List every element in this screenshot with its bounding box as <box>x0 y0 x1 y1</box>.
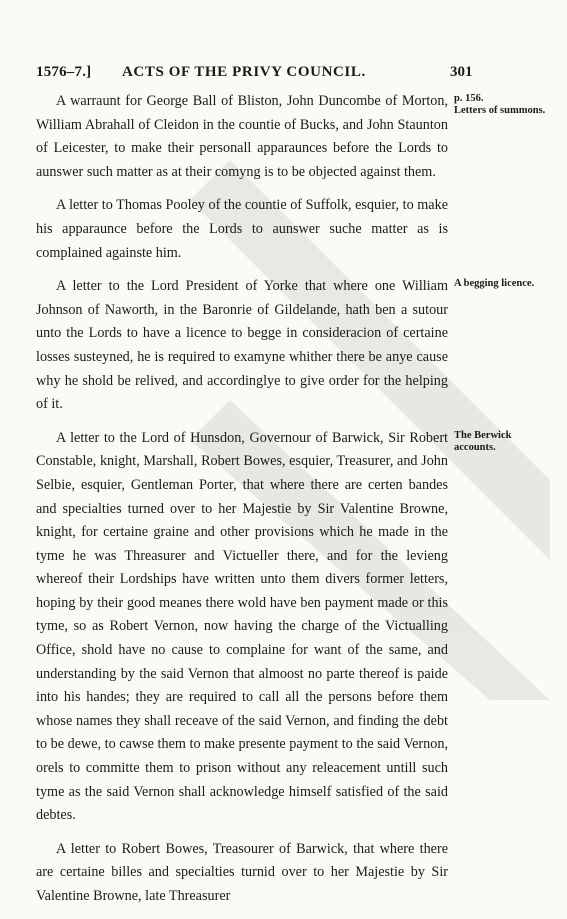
entry-text: A letter to Thomas Pooley of the countie of Suffolk, esquier, to make his apparaunce before the Lords to aunswer suche matter as is complained againste him. <box>36 197 448 261</box>
entry-warrant-george-ball <box>36 90 548 184</box>
entry-letter-lord-hunsdon <box>36 427 548 828</box>
running-head-title: ACTS OF THE PRIVY COUNCIL. <box>122 64 366 80</box>
page-header <box>36 64 496 88</box>
page-number: 301 <box>450 64 473 80</box>
entry-text: A letter to the Lord President of Yorke that where one William Johnson of Naworth, in the Baronrie of Gildelande, hath ben a sutour unto the Lords to have a licence to begge in consideracion of certaine losses susteyned, he is required to examyne whither there be anye cause why he shold be relived, and accordinglye to give order for the helping of it. <box>36 278 448 413</box>
margin-note-text: Letters of summons. <box>454 105 546 116</box>
entry-text: A letter to the Lord of Hunsdon, Governour of Barwick, Sir Robert Constable, knight, Marshall, Robert Bowes, esquier, Treasurer, and John Selbie, esquier, Gentleman Porter, that where there are certen bandes and specialties turned over to her Majestie by Sir Valentine Browne, knight, for certaine graine and other provisions which he made in the tyme he was Threasurer and Victueller there, and for the levieng whereof their Lordships have written unto them divers former letters, hoping by their good meanes there wold have ben payment made or this tyme, so as Robert Vernon, now having the charge of the Victualling Office, shold have no cause to complaine for want of the same, and understanding by the said Vernon that almoost no parte thereof is paide into his handes; they are required to call all the persons before them whose names they shall receave of the said Vernon, and finding the debt to be dewe, to cawse them to make presente payment to the said Vernon, orels to committe them to prison without any releacement untill such tyme as the said Vernon shall acknowledge himself satisfied of the said debtes. <box>36 429 448 824</box>
margin-note-text: The Berwick accounts. <box>454 429 512 453</box>
entry-letter-robert-bowes <box>36 838 548 909</box>
margin-page-ref: p. 156. <box>454 93 484 104</box>
margin-note <box>454 430 548 454</box>
entry-letter-thomas-pooley <box>36 194 548 265</box>
page-body <box>36 90 548 919</box>
margin-note-text: A begging licence. <box>454 278 535 290</box>
margin-note <box>454 93 548 117</box>
entry-letter-lord-president-yorke <box>36 275 548 417</box>
running-head-years: 1576–7.] <box>36 64 92 80</box>
entry-text: A warraunt for George Ball of Bliston, John Duncombe of Morton, William Abrahall of Cleidon in the countie of Bucks, and John Staunton of Leicester, to make their personall apparaunces before the Lords to aunswer such matter as at their comyng is to be objected against them. <box>36 93 448 180</box>
entry-text: A letter to Robert Bowes, Treasourer of Barwick, that where there are certaine billes and specialties turnid over to her Majestie by Sir Valentine Browne, late Threasurer <box>36 840 448 904</box>
margin-note <box>454 278 548 290</box>
